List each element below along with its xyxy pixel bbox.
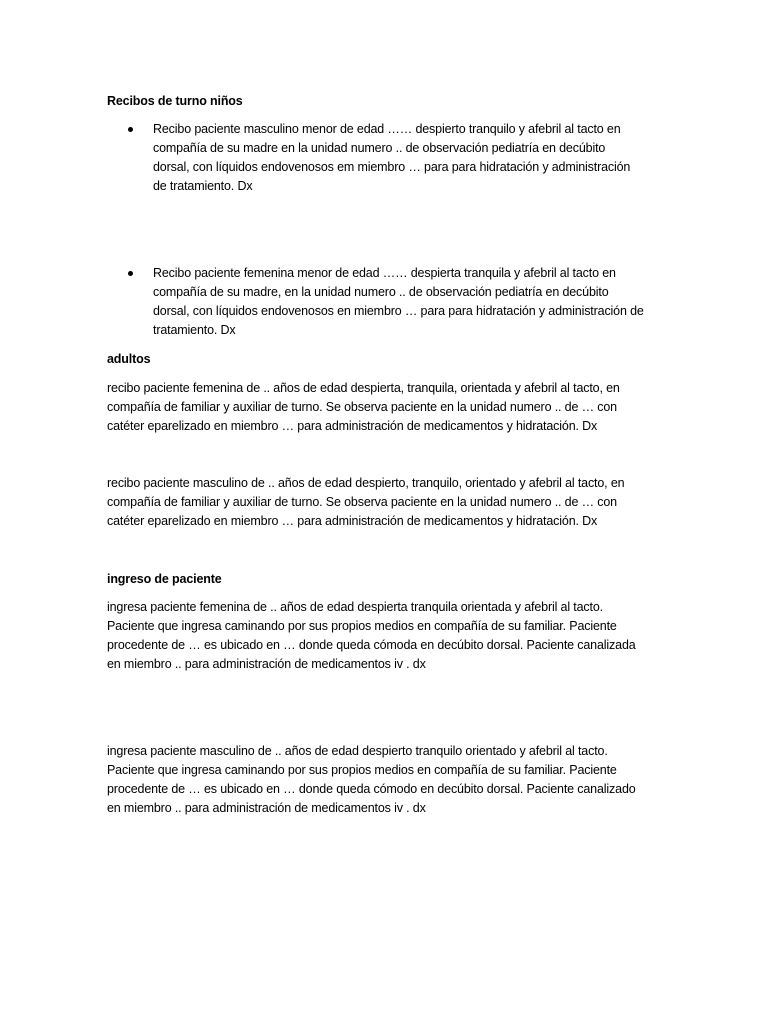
- text-line: tratamiento. Dx: [153, 323, 236, 337]
- text-line: compañía de su madre en la unidad numero .. de observación pediatría en decúbito: [153, 141, 606, 155]
- paragraph-ingreso-femenina: [107, 598, 663, 674]
- text-line: dorsal, con líquidos endovenosos en miembro … para para hidratación y administración de: [153, 304, 644, 318]
- text-line: recibo paciente masculino de .. años de edad despierto, tranquilo, orientado y afebril al tacto, en: [107, 476, 625, 490]
- bullet-icon: [128, 271, 133, 276]
- bullet-item-femenina-nina: [153, 264, 663, 340]
- heading-recibos-ninos: Recibos de turno niños: [107, 94, 243, 108]
- text-line: Paciente que ingresa caminando por sus propios medios en compañía de su familiar. Paciente: [107, 763, 617, 777]
- heading-ingreso-paciente: ingreso de paciente: [107, 572, 222, 586]
- text-line: recibo paciente femenina de .. años de edad despierta, tranquila, orientada y afebril al tacto, en: [107, 381, 620, 395]
- text-line: Recibo paciente femenina menor de edad …… despierta tranquila y afebril al tacto en: [153, 266, 616, 280]
- text-line: catéter eparelizado en miembro … para administración de medicamentos y hidratación. Dx: [107, 419, 598, 433]
- text-line: ingresa paciente femenina de .. años de edad despierta tranquila orientada y afebril al tacto.: [107, 600, 603, 614]
- text-line: en miembro .. para administración de medicamentos iv . dx: [107, 801, 426, 815]
- text-line: Paciente que ingresa caminando por sus propios medios en compañía de su familiar. Paciente: [107, 619, 617, 633]
- text-line: procedente de … es ubicado en … donde queda cómodo en decúbito dorsal. Paciente canalizado: [107, 782, 636, 796]
- text-line: ingresa paciente masculino de .. años de edad despierto tranquilo orientado y afebril al tacto.: [107, 744, 608, 758]
- text-line: en miembro .. para administración de medicamentos iv . dx: [107, 657, 426, 671]
- paragraph-adulto-masculino: [107, 474, 663, 531]
- text-line: dorsal, con líquidos endovenosos em miembro … para para hidratación y administración: [153, 160, 631, 174]
- bullet-icon: [128, 127, 133, 132]
- text-line: compañía de su madre, en la unidad numero .. de observación pediatría en decúbito: [153, 285, 609, 299]
- text-line: de tratamiento. Dx: [153, 179, 253, 193]
- text-line: procedente de … es ubicado en … donde queda cómoda en decúbito dorsal. Paciente canalizada: [107, 638, 636, 652]
- bullet-item-masculino-nino: [153, 120, 663, 196]
- text-line: compañía de familiar y auxiliar de turno. Se observa paciente en la unidad numero .. de … con: [107, 495, 617, 509]
- text-line: Recibo paciente masculino menor de edad …… despierto tranquilo y afebril al tacto en: [153, 122, 621, 136]
- text-line: compañía de familiar y auxiliar de turno. Se observa paciente en la unidad numero .. de … con: [107, 400, 617, 414]
- text-line: catéter eparelizado en miembro … para administración de medicamentos y hidratación. Dx: [107, 514, 598, 528]
- paragraph-ingreso-masculino: [107, 742, 663, 818]
- paragraph-adulto-femenina: [107, 379, 663, 436]
- heading-adultos: adultos: [107, 352, 151, 366]
